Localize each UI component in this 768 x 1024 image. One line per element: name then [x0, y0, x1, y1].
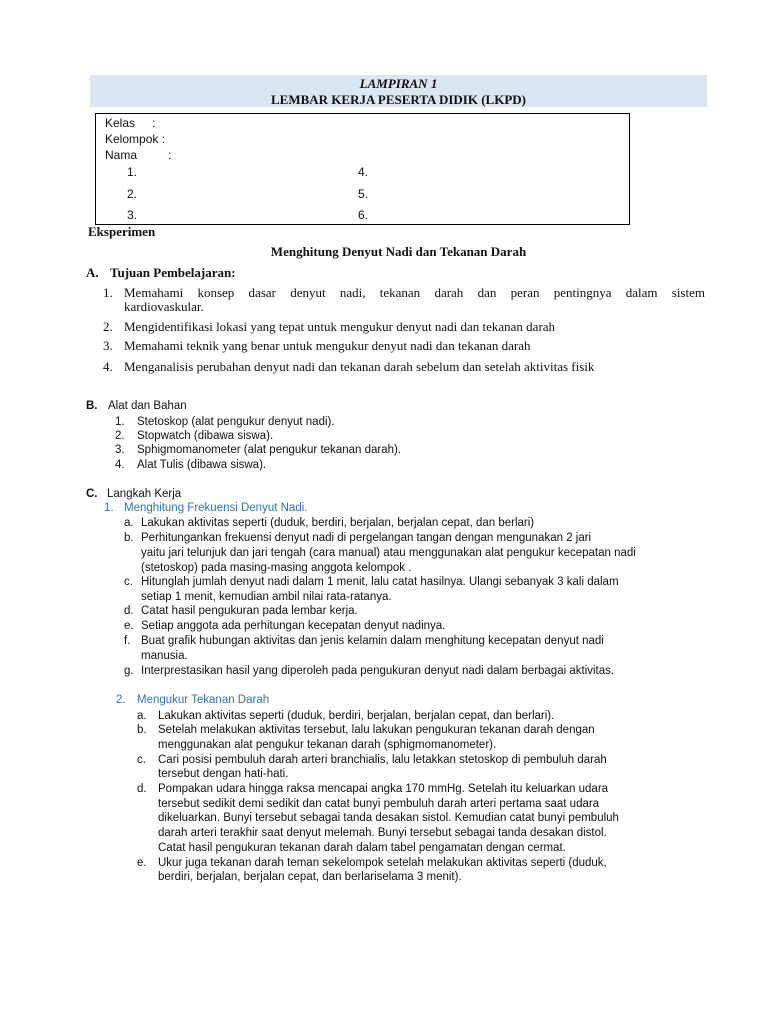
step-line: Lakukan aktivitas seperti (duduk, berdiri, berjalan, berjalan cepat, dan berlari). — [158, 710, 555, 722]
step-line: (stetoskop) pada masing-masing anggota kelompok . — [141, 562, 412, 574]
sub2-title: Mengukur Tekanan Darah — [137, 694, 270, 706]
step-line: Interprestasikan hasil yang diperoleh pada pengukuran denyut nadi dalam berbagai aktivitas. — [141, 665, 615, 677]
lampiran-label: LAMPIRAN 1 — [359, 76, 438, 91]
goal-num: 2. — [103, 319, 113, 334]
section-b-letter: B. — [86, 400, 98, 412]
step-letter: e. — [137, 857, 147, 869]
goal-text-line: kardiovaskular. — [124, 299, 204, 314]
nama-colon: : — [168, 148, 172, 162]
step-line: Cari posisi pembuluh darah arteri branchialis, lalu letakkan stetoskop di pembuluh darah — [158, 754, 607, 766]
sub2-num: 2. — [116, 694, 126, 706]
step-line: Catat hasil pengukuran pada lembar kerja. — [141, 605, 358, 617]
section-c-title: Langkah Kerja — [107, 488, 182, 500]
step-line: dikeluarkan. Bunyi tersebut sebagai tanda desakan sistol. Kemudian catat bunyi pembuluh — [158, 812, 619, 824]
nama-label: Nama — [105, 148, 138, 162]
step-letter: d. — [124, 605, 134, 617]
step-line: Ukur juga tekanan darah teman sekelompok setelah melakukan aktivitas seperti (duduk, — [158, 857, 607, 869]
kelas-label: Kelas — [105, 116, 136, 130]
step-letter: c. — [137, 754, 146, 766]
member-1: 1. — [127, 165, 138, 179]
step-line: manusia. — [141, 650, 188, 662]
tool-num: 2. — [115, 430, 125, 442]
tool-num: 3. — [115, 444, 125, 456]
member-5: 5. — [358, 187, 369, 201]
tool-text: Stopwatch (dibawa siswa). — [137, 430, 274, 442]
sub1-title: Menghitung Frekuensi Denyut Nadi. — [124, 502, 308, 514]
step-line: Perhitungankan frekuensi denyut nadi di pergelangan tangan dengan mengunakan 2 jari — [141, 532, 592, 544]
step-line: menggunakan alat pengukur tekanan darah (sphigmomanometer). — [158, 739, 497, 751]
tool-text: Sphigmomanometer (alat pengukur tekanan darah). — [137, 444, 402, 456]
member-2: 2. — [127, 187, 138, 201]
goal-num: 1. — [103, 285, 113, 300]
section-c-letter: C. — [86, 488, 98, 500]
step-line: Lakukan aktivitas seperti (duduk, berdiri, berjalan, berjalan cepat, dan berlari) — [141, 517, 535, 529]
step-line: Pompakan udara hingga raksa mencapai angka 170 mmHg. Setelah itu keluarkan udara — [158, 783, 609, 795]
experiment-title: Menghitung Denyut Nadi dan Tekanan Darah — [270, 244, 527, 259]
document-title: LEMBAR KERJA PESERTA DIDIK (LKPD) — [271, 92, 526, 107]
step-letter: c. — [124, 576, 133, 588]
kelompok-label: Kelompok : — [105, 132, 166, 146]
section-b-title: Alat dan Bahan — [108, 400, 187, 412]
section-a-letter: A. — [86, 265, 99, 280]
kelas-colon: : — [152, 116, 156, 130]
step-letter: f. — [124, 635, 131, 647]
tool-num: 1. — [115, 416, 125, 428]
step-line: Catat hasil pengukuran tekanan darah dalam tabel pengamatan dengan cermat. — [158, 842, 566, 854]
goal-text-line: Menganalisis perubahan denyut nadi dan tekanan darah sebelum dan setelah aktivitas fisik — [124, 359, 595, 374]
step-letter: e. — [124, 620, 134, 632]
step-line: tersebut sedikit demi sedikit dan catat bunyi pembuluh darah arteri pertama saat udara — [158, 798, 600, 810]
step-line: Setelah melakukan aktivitas tersebut, lalu lakukan pengukuran tekanan darah dengan — [158, 724, 595, 736]
member-6: 6. — [358, 208, 369, 222]
step-line: setiap 1 menit, kemudian ambil nilai rata-ratanya. — [141, 591, 392, 603]
step-line: berdiri, berjalan, berjalan cepat, dan berlariselama 3 menit). — [158, 871, 462, 883]
goal-text-line: Mengidentifikasi lokasi yang tepat untuk mengukur denyut nadi dan tekanan darah — [124, 319, 556, 334]
step-letter: b. — [124, 532, 134, 544]
step-line: yaitu jari telunjuk dan jari tengah (cara manual) atau menggunakan alat pengukur kecepatan nadi — [141, 547, 636, 559]
step-letter: g. — [124, 665, 134, 677]
member-3: 3. — [127, 208, 138, 222]
step-line: tersebut dengan hati-hati. — [158, 768, 289, 780]
step-line: Setiap anggota ada perhitungan kecepatan denyut nadinya. — [141, 620, 446, 632]
experiment-label: Eksperimen — [88, 224, 156, 239]
goal-text-line: Memahami konsep dasar denyut nadi, tekanan darah dan peran pentingnya dalam sistem — [124, 285, 705, 300]
sub1-num: 1. — [104, 502, 114, 514]
step-letter: d. — [137, 783, 147, 795]
tool-text: Alat Tulis (dibawa siswa). — [137, 459, 267, 471]
goal-num: 3. — [103, 338, 113, 353]
step-line: Buat grafik hubungan aktivitas dan jenis kelamin dalam menghitung kecepatan denyut nadi — [141, 635, 604, 647]
goal-text-line: Memahami teknik yang benar untuk mengukur denyut nadi dan tekanan darah — [124, 338, 531, 353]
step-line: Hitunglah jumlah denyut nadi dalam 1 menit, lalu catat hasilnya. Ulangi sebanyak 3 kali dalam — [141, 576, 619, 588]
member-4: 4. — [358, 165, 369, 179]
tool-num: 4. — [115, 459, 125, 471]
step-letter: a. — [137, 710, 147, 722]
section-a-title: Tujuan Pembelajaran: — [110, 265, 236, 280]
goal-num: 4. — [103, 359, 113, 374]
tool-text: Stetoskop (alat pengukur denyut nadi). — [137, 416, 335, 428]
step-line: darah arteri terakhir saat denyut melemah. Bunyi tersebut sebagai tanda desakan distol. — [158, 827, 607, 839]
step-letter: a. — [124, 517, 134, 529]
step-letter: b. — [137, 724, 147, 736]
